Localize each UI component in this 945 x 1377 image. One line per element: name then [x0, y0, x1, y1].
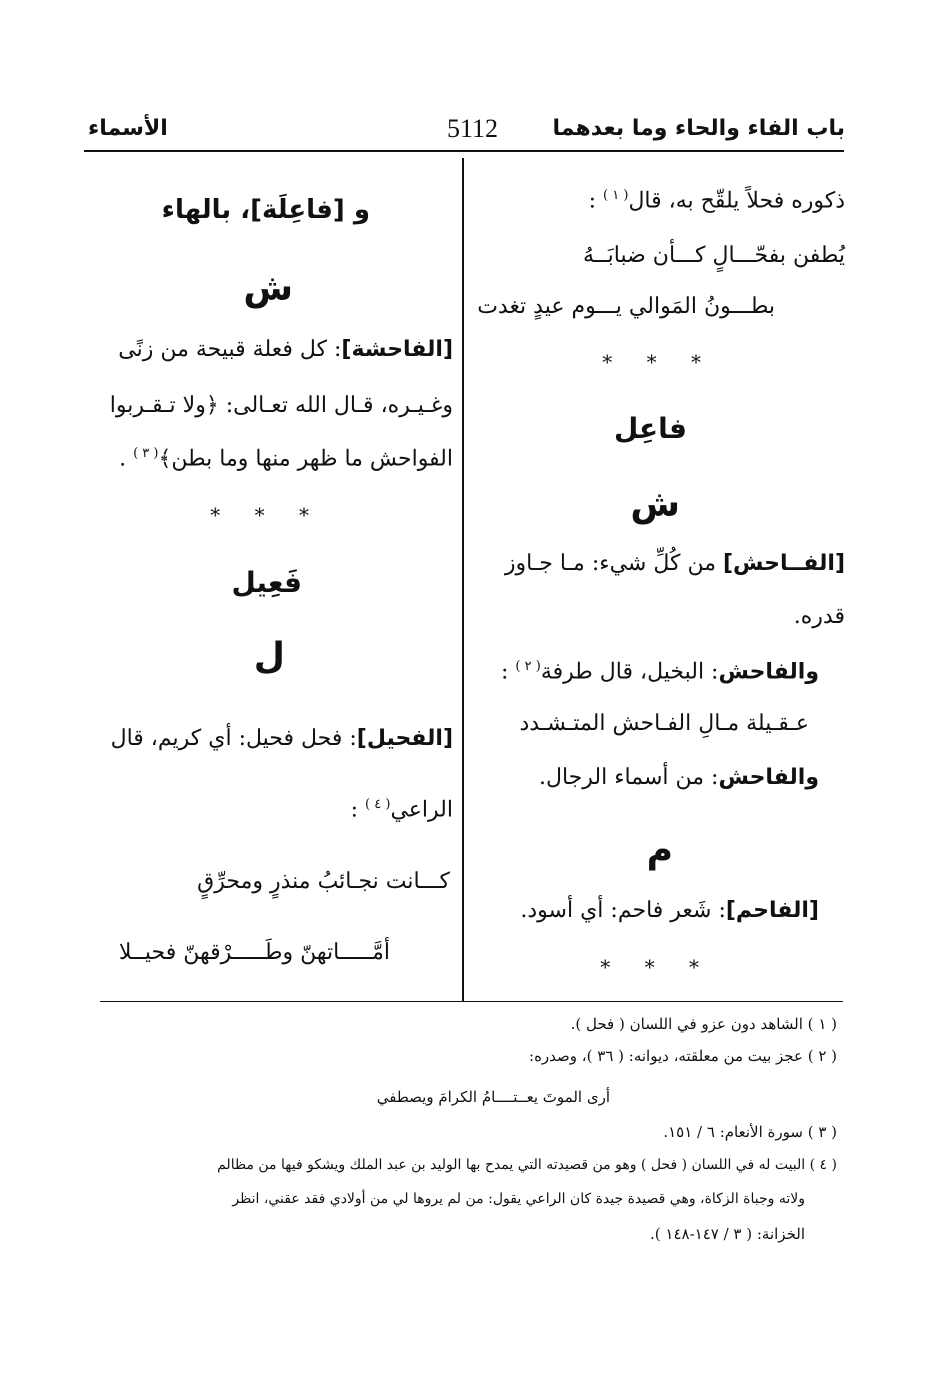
text: : فحل فحيل: أي كريم، قال: [110, 726, 357, 751]
footnote-3: ( ٣ ) سورة الأنعام: ٦ / ١٥١.: [663, 1123, 837, 1141]
text: : البخيل، قال طرفة: [540, 659, 719, 685]
verse-1a: يُطفن بفحّـــالٍ كـــأن ضبابَــهُ: [582, 243, 845, 268]
root-letter-shin-left: ش: [243, 268, 293, 309]
root-letter-shin: ش: [630, 484, 680, 525]
entry-alfahim: [520, 898, 819, 923]
entry-alfahish-miser: [501, 659, 819, 684]
entry-alfahish: [505, 551, 845, 576]
separator-stars-3: * * *: [210, 503, 323, 527]
text: : شَعر فاحم: أي أسود.: [520, 898, 726, 923]
text: الراعي: [390, 797, 453, 823]
verse-1b: بطـــونُ المَوالي يـــوم عيدٍ تغدت: [477, 294, 775, 319]
footnote-ref-3: ( ٣ ): [133, 446, 159, 461]
running-header-chapter: باب الفاء والحاء وما بعدهما: [552, 116, 845, 141]
text: .: [119, 446, 127, 472]
entry-term: والفاحش: [718, 659, 819, 685]
entry-alfahisha: [118, 337, 453, 362]
verse-2: عـقـيلة مـالِ الفـاحش المتـشـدد: [519, 711, 809, 736]
heading-faail: فاعِل: [614, 412, 687, 445]
entry-term: [الفــاحش]: [723, 551, 845, 576]
entry-term: [الفاحم]: [725, 898, 819, 923]
text: :: [501, 659, 509, 685]
footnote-2: ( ٢ ) عجز بيت من معلقته، ديوانه: ( ٣٦ )، وصدره:: [529, 1047, 837, 1065]
footnote-4-l2: ولاته وجباة الزكاة، وهي قصيدة جيدة كان الراعي يقول: من لم يروها لي من أولادي فقد عقني، انظر: [232, 1191, 805, 1207]
text: : كل فعلة قبيحة من زنًى: [118, 337, 342, 362]
text: ذكوره فحلاً يلقّح به، قال: [628, 188, 845, 214]
text: :: [350, 797, 359, 823]
root-letter-mim: م: [646, 830, 673, 871]
root-letter-lam: ل: [253, 636, 285, 677]
heading-faeel: فَعِيل: [231, 566, 302, 599]
header-rule: [84, 150, 844, 152]
text: :: [588, 188, 597, 214]
entry-alfahish-name: [539, 765, 819, 790]
verse-3a: كـــانت نجـائبُ منذرٍ ومحرِّقٍ: [197, 869, 450, 894]
entry-term: [الفاحشة]: [341, 337, 453, 362]
text: من كُلِّ شيء: مـا جـاوز: [504, 551, 723, 576]
entry-alfahisha-l2: وغـيـره، قـال الله تعـالى: ﴿ولا تـقـربوا: [109, 393, 453, 418]
entry-alfahisha-l3: [119, 446, 453, 471]
entry-term: [الفحيل]: [356, 726, 453, 751]
entry-term: والفاحش: [718, 765, 819, 790]
text: : من أسماء الرجال.: [538, 765, 719, 790]
entry-alfahish-cont: قدره.: [793, 604, 845, 629]
heading-faaila: و [فاعِلَة]، بالهاء: [161, 195, 370, 225]
separator-stars-1: * * *: [602, 350, 715, 374]
separator-stars-2: * * *: [600, 955, 713, 979]
running-header-section: الأسماء: [88, 116, 168, 141]
page-number: 5112: [447, 114, 499, 143]
entry-alfaheel: [111, 726, 453, 751]
footnote-4-l1: ( ٤ ) البيت له في اللسان ( فحل ) وهو من قصيدته التي يمدح بها الوليد بن عبد الملك ويشكو فيها من مظالم: [217, 1157, 837, 1173]
footnote-1: ( ١ ) الشاهد دون عزو في اللسان ( فحل ).: [570, 1015, 837, 1033]
text: الفواحش ما ظهر منها وما بطن﴾: [158, 446, 453, 472]
entry-alfaheel-l2: [351, 797, 453, 822]
footnote-ref-4: ( ٤ ): [365, 797, 391, 812]
footnote-4-l3: الخزانة: ( ٣ / ١٤٧-١٤٨ ).: [650, 1225, 805, 1243]
footnote-ref-1: ( ١ ): [603, 188, 629, 203]
footnote-2-verse: أرى الموتَ يعــتــــامُ الكرامَ ويصطفي: [376, 1088, 610, 1106]
footnote-ref-2: ( ٢ ): [515, 659, 541, 674]
right-line-1: [589, 188, 845, 213]
verse-3b: أمَّـــــاتهنّ وطَـــــرْقهنّ فحيــلا: [118, 940, 390, 965]
column-divider: [462, 158, 464, 1001]
footnote-rule: [100, 1001, 843, 1002]
